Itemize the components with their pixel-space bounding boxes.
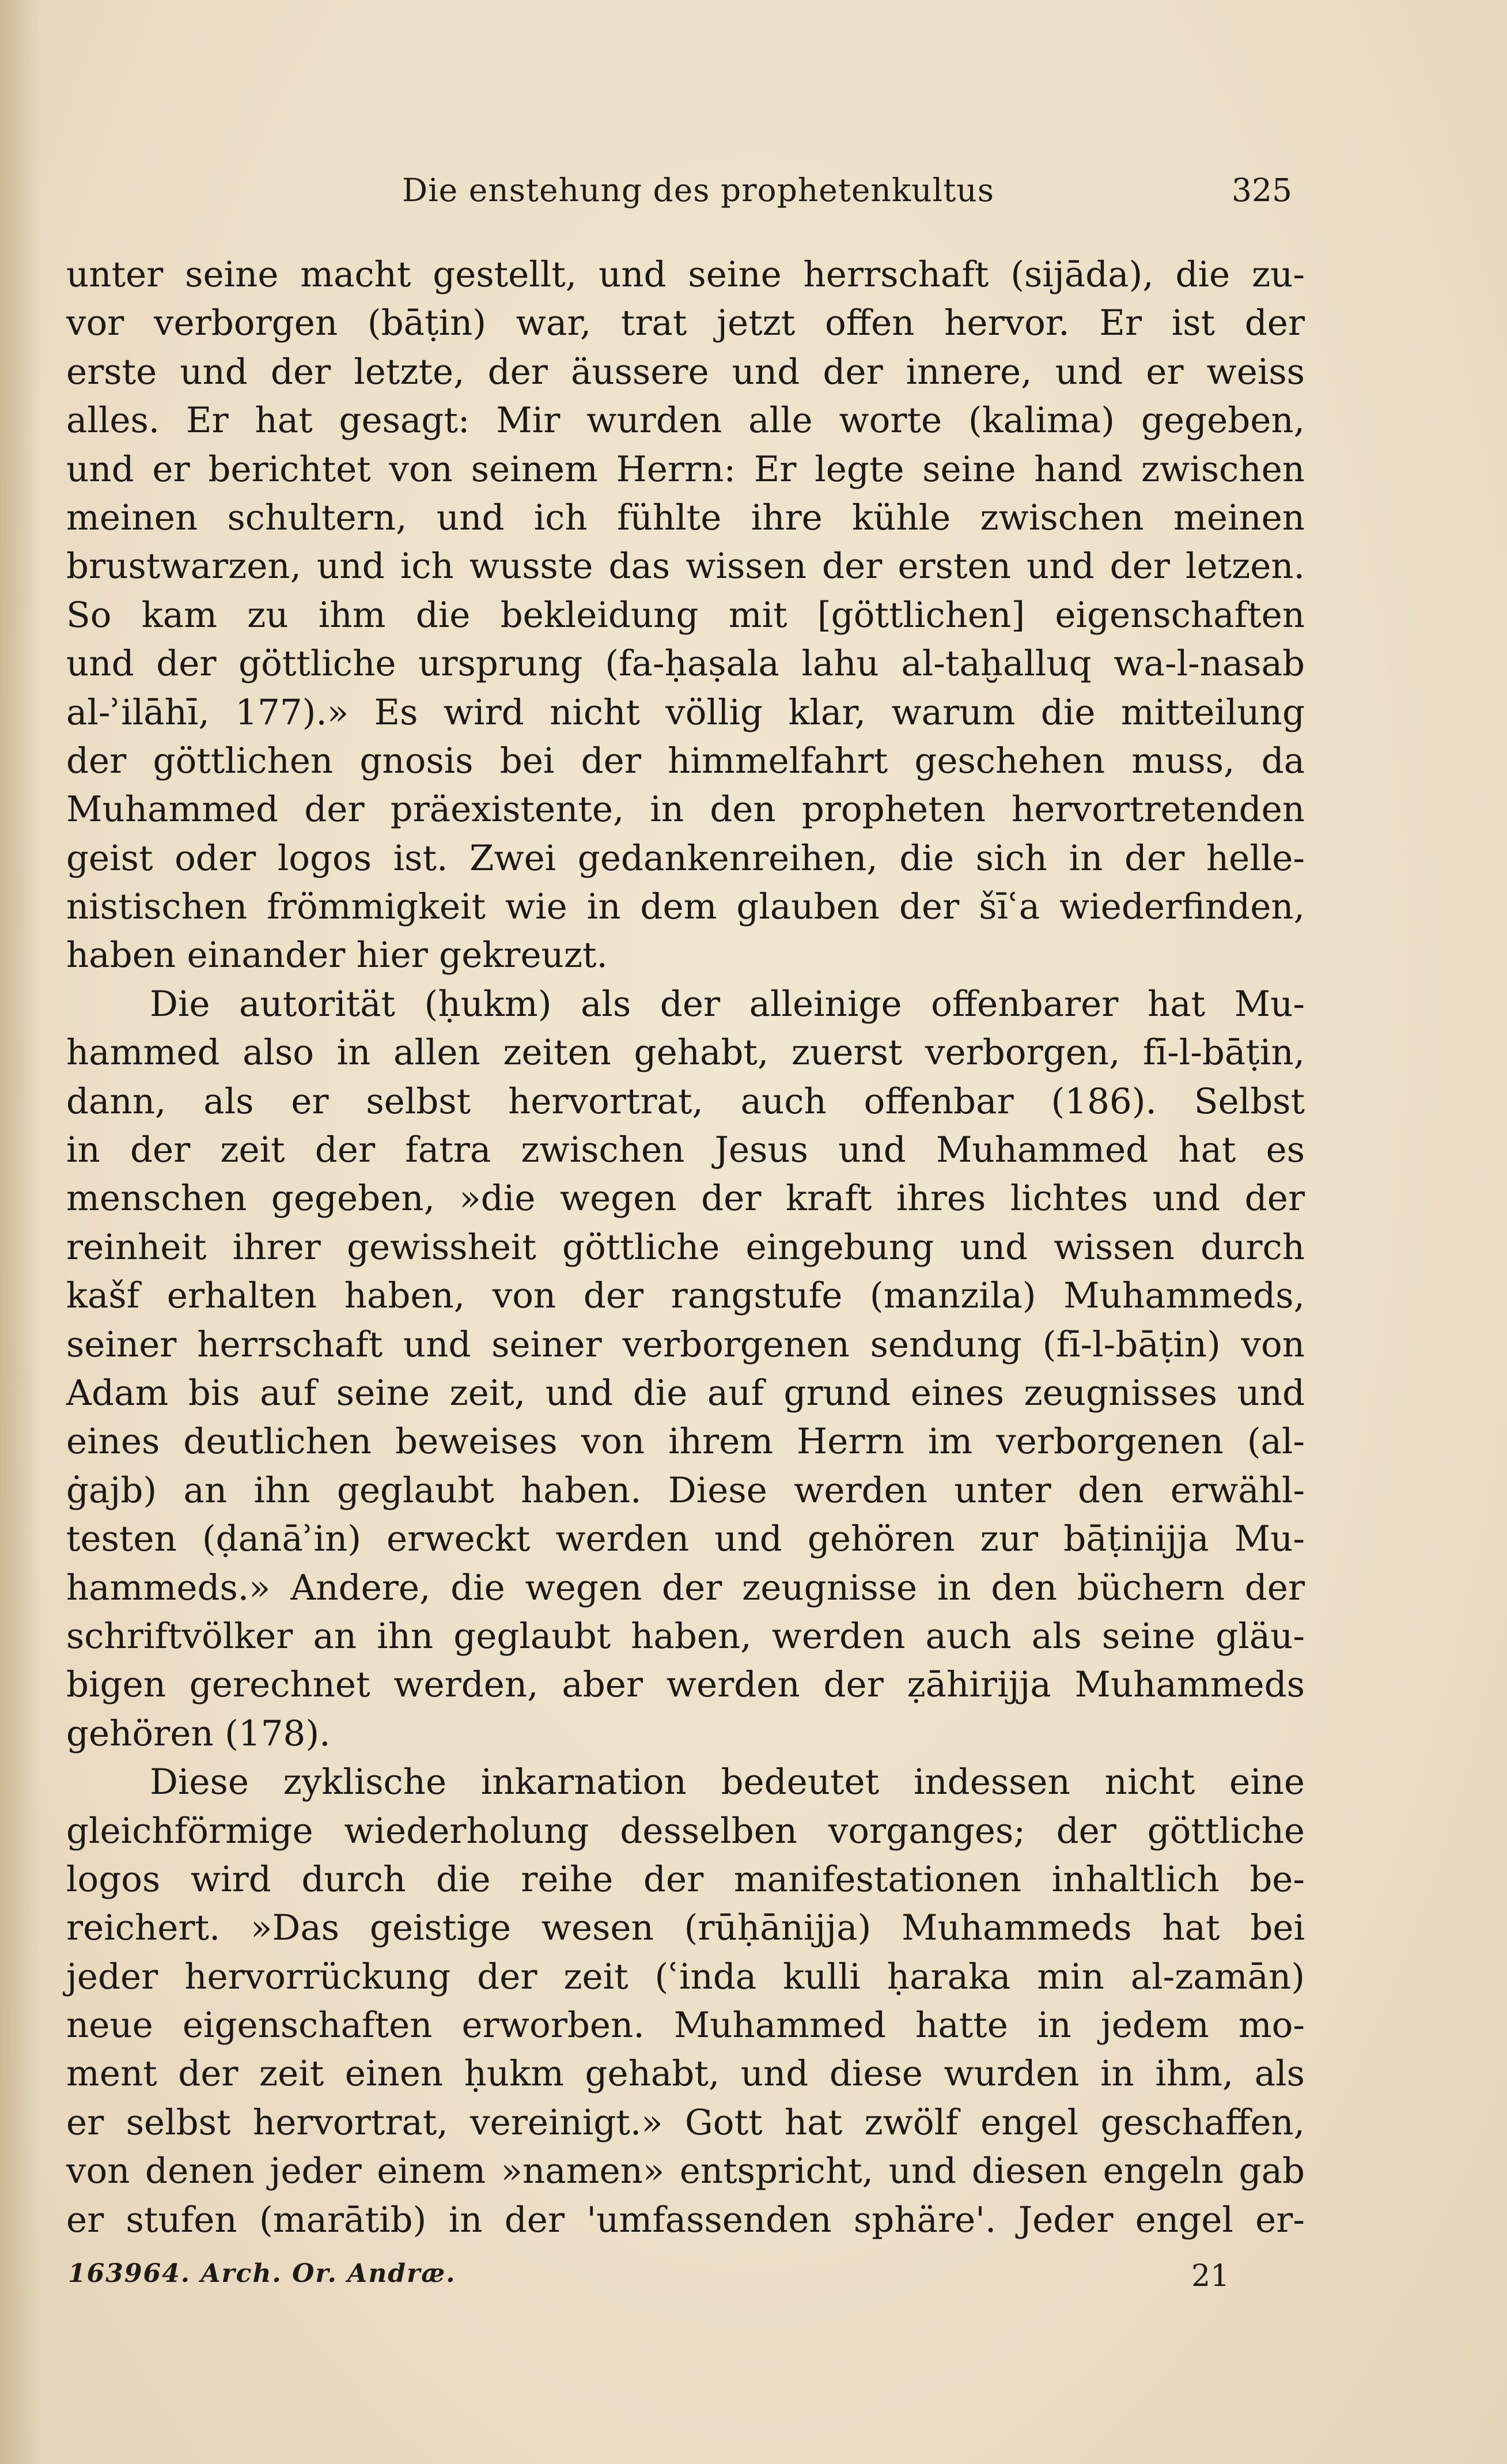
text-line: von denen jeder einem »namen» entspricht, und diesen engeln gab [66, 2151, 1305, 2192]
body-text [66, 251, 1305, 2244]
sheet-number: 21 [1191, 2259, 1230, 2293]
text-line: reinheit ihrer gewissheit göttliche eingebung und wissen durch [66, 1226, 1305, 1268]
text-line: kašf erhalten haben, von der rangstufe (manzila) Muhammeds, [66, 1275, 1305, 1317]
text-line: haben einander hier gekreuzt. [66, 935, 608, 976]
text-line: eines deutlichen beweises von ihrem Herrn im verborgenen (al- [66, 1421, 1305, 1462]
page-header [0, 172, 1507, 212]
text-line: Diese zyklische inkarnation bedeutet indessen nicht eine [150, 1762, 1305, 1803]
text-line: So kam zu ihm die bekleidung mit [göttlichen] eigenschaften [66, 594, 1305, 636]
text-line: ġajb) an ihn geglaubt haben. Diese werden unter den erwähl- [66, 1469, 1305, 1511]
text-line: bigen gerechnet werden, aber werden der ẓāhirijja Muhammeds [66, 1664, 1305, 1706]
text-line: seiner herrschaft und seiner verborgenen sendung (fī-l-bāṭin) von [66, 1324, 1305, 1365]
text-line: Adam bis auf seine zeit, und die auf grund eines zeugnisses und [66, 1372, 1305, 1414]
text-line: schriftvölker an ihn geglaubt haben, werden auch als seine gläu- [66, 1615, 1305, 1657]
text-line: dann, als er selbst hervortrat, auch offenbar (186). Selbst [66, 1080, 1305, 1122]
page-footer [0, 2259, 1507, 2293]
text-line: geist oder logos ist. Zwei gedankenreihen, die sich in der helle- [66, 837, 1305, 879]
text-line: Muhammed der präexistente, in den propheten hervortretenden [66, 789, 1305, 830]
text-line: logos wird durch die reihe der manifestationen inhaltlich be- [66, 1858, 1305, 1900]
text-line: meinen schultern, und ich fühlte ihre kühle zwischen meinen [66, 497, 1305, 538]
text-line: erste und der letzte, der äussere und der innere, und er weiss [66, 351, 1305, 392]
text-line: al-ʾilāhī, 177).» Es wird nicht völlig klar, warum die mitteilung [66, 691, 1305, 733]
text-line: neue eigenschaften erworben. Muhammed hatte in jedem mo- [66, 2005, 1305, 2046]
text-line: gleichförmige wiederholung desselben vorganges; der göttliche [66, 1810, 1305, 1851]
text-line: er selbst hervortrat, vereinigt.» Gott hat zwölf engel geschaffen, [66, 2102, 1305, 2143]
text-line: jeder hervorrückung der zeit (ʿinda kulli ḥaraka min al-zamān) [66, 1956, 1305, 1997]
text-line: brustwarzen, und ich wusste das wissen der ersten und der letzen. [66, 546, 1305, 587]
running-title: Die enstehung des prophetenkultus [402, 172, 994, 209]
text-line: alles. Er hat gesagt: Mir wurden alle worte (kalima) gegeben, [66, 400, 1305, 441]
text-line: hammeds.» Andere, die wegen der zeugnisse in den büchern der [66, 1567, 1305, 1608]
text-line: reichert. »Das geistige wesen (rūḥānijja) Muhammeds hat bei [66, 1907, 1305, 1949]
text-line: hammed also in allen zeiten gehabt, zuerst verborgen, fī-l-bāṭin, [66, 1032, 1305, 1074]
text-line: nistischen frömmigkeit wie in dem glauben der šīʿa wiederfinden, [66, 886, 1305, 928]
text-line: in der zeit der fatra zwischen Jesus und Muhammed hat es [66, 1129, 1305, 1171]
text-line: menschen gegeben, »die wegen der kraft ihres lichtes und der [66, 1178, 1305, 1219]
printer-signature: 163964. Arch. Or. Andræ. [68, 2259, 456, 2288]
text-line: er stufen (marātib) in der 'umfassenden sphäre'. Jeder engel er- [66, 2199, 1305, 2240]
text-line: und er berichtet von seinem Herrn: Er legte seine hand zwischen [66, 448, 1305, 490]
binding-shadow [0, 0, 40, 2464]
text-line: der göttlichen gnosis bei der himmelfahrt geschehen muss, da [66, 740, 1305, 781]
text-line: und der göttliche ursprung (fa-ḥaṣala lahu al-taḫalluq wa-l-nasab [66, 643, 1305, 685]
text-line: unter seine macht gestellt, und seine herrschaft (sijāda), die zu- [66, 254, 1305, 295]
text-line: testen (ḍanāʾin) erweckt werden und gehören zur bāṭinijja Mu- [66, 1518, 1305, 1560]
text-line: vor verborgen (bāṭin) war, trat jetzt offen hervor. Er ist der [66, 303, 1305, 344]
text-line: ment der zeit einen ḥukm gehabt, und diese wurden in ihm, als [66, 2053, 1305, 2095]
page-number: 325 [1232, 172, 1292, 209]
text-line: Die autorität (ḥukm) als der alleinige offenbarer hat Mu- [150, 983, 1305, 1025]
text-line: gehören (178). [66, 1713, 331, 1754]
